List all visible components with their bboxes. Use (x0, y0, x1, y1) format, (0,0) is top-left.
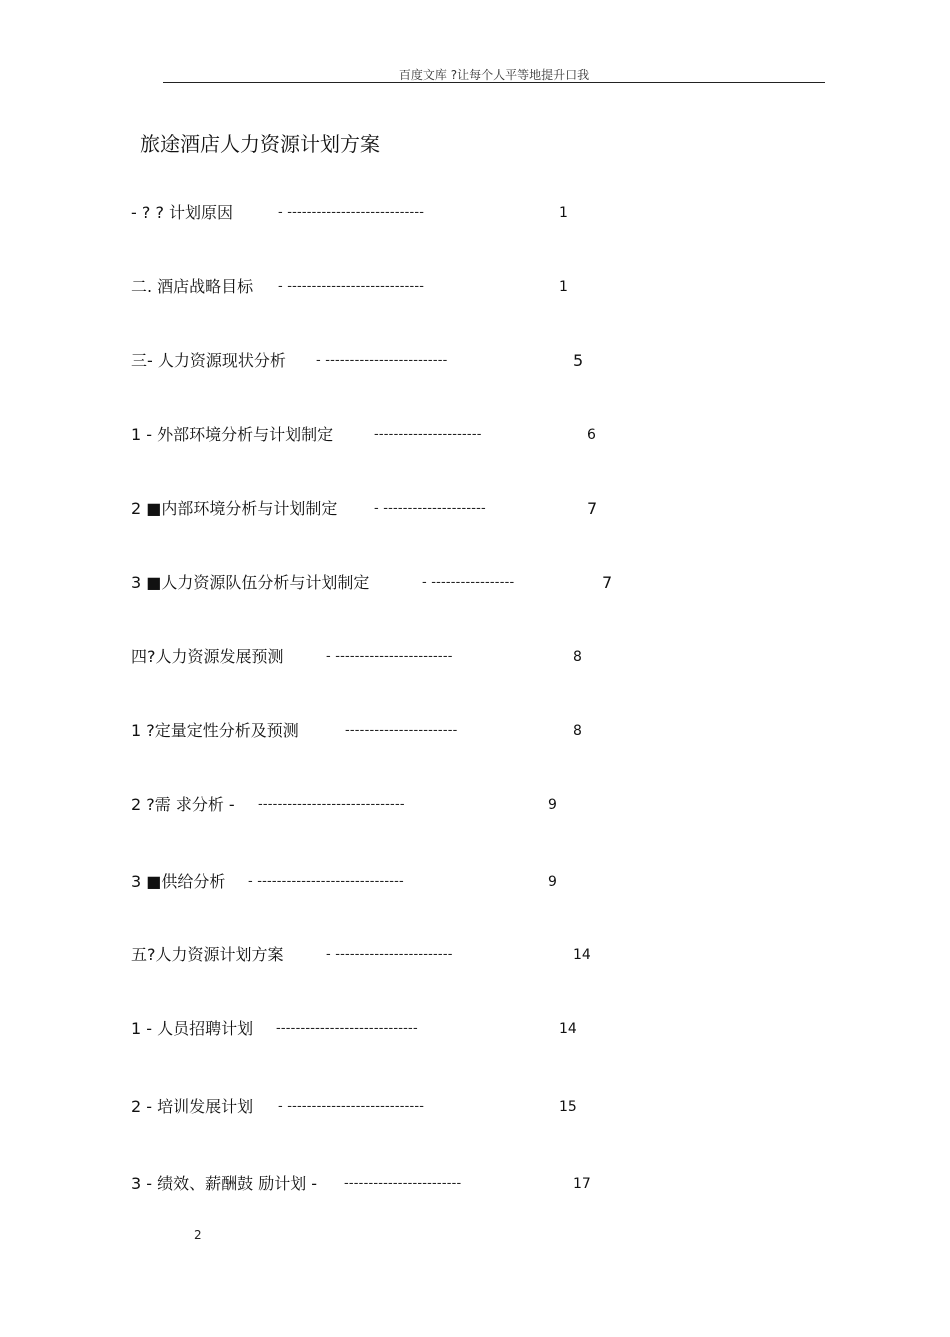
toc-entry-leader: ------------------------------ (258, 797, 405, 812)
toc-entry-label: 1 - 人员招聘计划 (131, 1019, 254, 1038)
toc-entry-leader: ----------------------- (345, 723, 458, 738)
toc-entry-label: 3 ■人力资源队伍分析与计划制定 (131, 573, 370, 592)
toc-entry-leader: - ------------------------- (316, 353, 448, 368)
page-header: 百度文库 ?让每个人平等地提升口我 (398, 68, 590, 82)
toc-entry-label: 四?人力资源发展预测 (131, 647, 284, 666)
toc-entry-page: 5 (573, 351, 584, 370)
toc-entry-page: 1 (559, 279, 568, 295)
toc-entry-leader: ---------------------- (374, 427, 482, 442)
toc-entry-page: 8 (573, 723, 582, 739)
toc-entry-leader: - --------------------- (374, 501, 486, 516)
toc-entry-label: 1 ?定量定性分析及预测 (131, 721, 299, 740)
toc-entry-label: 三- 人力资源现状分析 (131, 351, 286, 370)
toc-entry-page: 1 (559, 205, 568, 221)
toc-entry-page: 6 (587, 427, 596, 443)
toc-entry-page: 14 (559, 1021, 577, 1037)
toc-entry-leader: ------------------------ (344, 1176, 462, 1191)
page-number: 2 (194, 1228, 202, 1242)
toc-entry-page: 15 (559, 1099, 577, 1115)
toc-entry-leader: - ---------------------------- (278, 1099, 425, 1114)
toc-entry-label: - ? ? 计划原因 (131, 203, 234, 222)
toc-entry-label: 五?人力资源计划方案 (131, 945, 284, 964)
toc-entry-label: 1 - 外部环境分析与计划制定 (131, 425, 334, 444)
toc-entry-page: 8 (573, 649, 582, 665)
toc-entry-leader: - ------------------------ (326, 947, 453, 962)
toc-entry-page: 14 (573, 947, 591, 963)
toc-entry-leader: - ---------------------------- (278, 205, 425, 220)
toc-entry-page: 9 (548, 797, 557, 813)
toc-entry-label: 2 - 培训发展计划 (131, 1097, 254, 1116)
toc-entry-leader: - ------------------------ (326, 649, 453, 664)
toc-entry-page: 7 (587, 499, 598, 518)
toc-entry-leader: - ------------------------------ (248, 874, 404, 889)
toc-entry-label: 2 ?需 求分析 - (131, 795, 235, 814)
toc-entry-label: 二. 酒店战略目标 (131, 277, 254, 296)
toc-entry-leader: - ---------------------------- (278, 279, 425, 294)
toc-entry-page: 17 (573, 1176, 591, 1192)
toc-entry-label: 3 - 绩效、薪酬鼓 励计划 - (131, 1174, 318, 1193)
toc-entry-page: 7 (602, 573, 613, 592)
toc-entry-label: 3 ■供给分析 (131, 872, 226, 891)
toc-entry-leader: ----------------------------- (276, 1021, 418, 1036)
toc-entry-leader: - ----------------- (422, 575, 515, 590)
document-title: 旅途酒店人力资源计划方案 (140, 132, 380, 156)
toc-entry-label: 2 ■内部环境分析与计划制定 (131, 499, 338, 518)
toc-entry-page: 9 (548, 874, 557, 890)
